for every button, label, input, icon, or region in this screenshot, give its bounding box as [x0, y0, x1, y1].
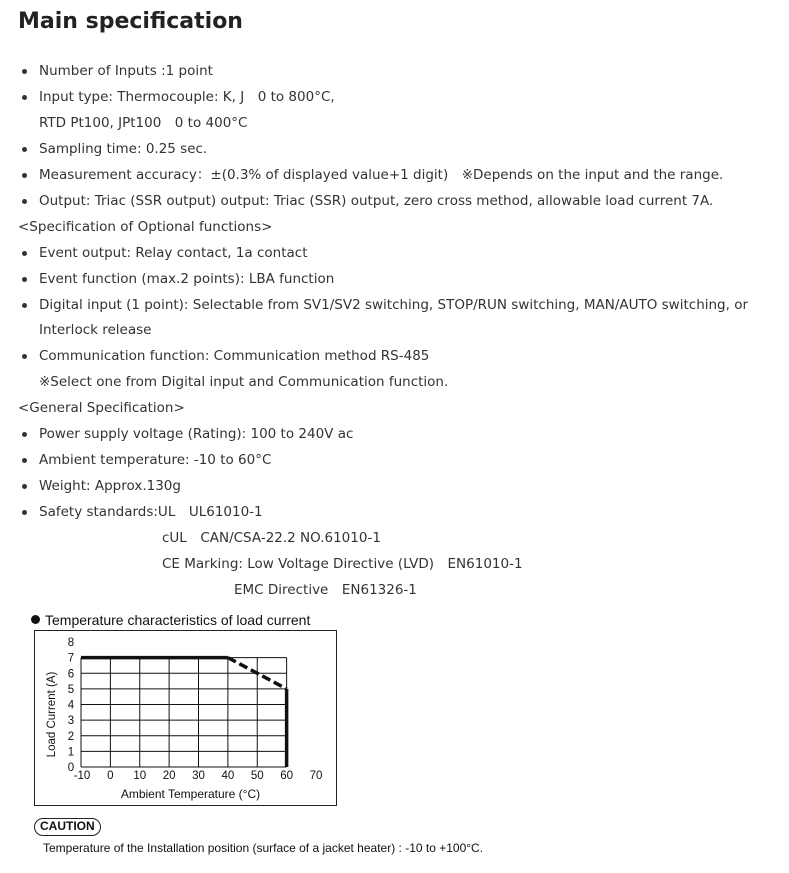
x-tick-label: 20 [162, 770, 176, 782]
spec-communication-note: ※Select one from Digital input and Communication function. [39, 374, 449, 390]
x-tick-label: 10 [133, 770, 147, 782]
spec-power-supply-voltage: Power supply voltage (Rating): 100 to 240V ac [39, 426, 354, 442]
spec-digital-input-continued: Interlock release [39, 322, 152, 338]
spec-safety-standards-emc: EMC Directive EN61326-1 [234, 582, 417, 598]
y-tick-label: 0 [67, 762, 75, 774]
spec-safety-standards-cul: cUL CAN/CSA-22.2 NO.61010-1 [162, 530, 381, 546]
bullet-dot [22, 510, 27, 515]
spec-safety-standards-ce: CE Marking: Low Voltage Directive (LVD) EN61010-1 [162, 556, 523, 572]
bullet-dot [22, 277, 27, 282]
y-axis-label: Load Current (A) [46, 671, 58, 758]
y-tick-label: 3 [67, 715, 75, 728]
x-tick-label: 50 [250, 770, 264, 782]
y-tick-label: 5 [67, 683, 75, 696]
page-title: Main specification [18, 9, 243, 34]
y-tick-label: 1 [67, 746, 75, 759]
spec-safety-standards-ul: Safety standards:UL UL61010-1 [39, 504, 263, 520]
bullet-dot [31, 615, 40, 624]
spec-sampling-time: Sampling time: 0.25 sec. [39, 141, 208, 157]
x-tick-label: 0 [107, 770, 114, 782]
caution-badge: CAUTION [34, 818, 101, 836]
bullet-dot [22, 303, 27, 308]
spec-number-of-inputs: Number of Inputs :1 point [39, 63, 213, 79]
x-tick-label: 40 [221, 770, 235, 782]
x-tick-label: 60 [280, 770, 294, 782]
y-tick-label: 7 [67, 652, 75, 665]
spec-event-output: Event output: Relay contact, 1a contact [39, 245, 308, 261]
spec-event-function: Event function (max.2 points): LBA function [39, 271, 335, 287]
x-axis-label: Ambient Temperature (°C) [120, 787, 261, 801]
spec-digital-input: Digital input (1 point): Selectable from SV1/SV2 switching, STOP/RUN switching, MAN/AUTO switching, or [39, 297, 749, 313]
chart-title-text: Temperature characteristics of load current [45, 612, 311, 628]
section-heading-general-specification: <General Specification> [18, 400, 185, 416]
y-tick-label: 8 [67, 637, 75, 649]
bullet-dot [22, 251, 27, 256]
chart-svg [35, 631, 335, 804]
spec-weight: Weight: Approx.130g [39, 478, 181, 494]
x-tick-label: 70 [309, 770, 323, 782]
bullet-dot [22, 354, 27, 359]
bullet-dot [22, 458, 27, 463]
bullet-dot [22, 69, 27, 74]
bullet-dot [22, 173, 27, 178]
load-current-chart [34, 630, 337, 806]
spec-measurement-accuracy: Measurement accuracy：±(0.3% of displayed value+1 digit) ※Depends on the input and the range. [39, 167, 724, 183]
bullet-dot [22, 484, 27, 489]
spec-input-type-rtd: RTD Pt100, JPt100 0 to 400°C [39, 115, 248, 131]
spec-input-type: Input type: Thermocouple: K, J 0 to 800°C, [39, 89, 335, 105]
bullet-dot [22, 432, 27, 437]
chart-title [31, 612, 310, 628]
x-tick-label: -10 [73, 770, 91, 782]
bullet-dot [22, 147, 27, 152]
spec-communication-function: Communication function: Communication method RS-485 [39, 348, 430, 364]
spec-output: Output: Triac (SSR output) output: Triac (SSR) output, zero cross method, allowable load current 7A. [39, 193, 714, 209]
bullet-dot [22, 95, 27, 100]
section-heading-optional-functions: <Specification of Optional functions> [18, 219, 273, 235]
y-tick-label: 6 [67, 668, 75, 681]
y-tick-label: 4 [67, 699, 75, 712]
bullet-dot [22, 199, 27, 204]
caution-text: Temperature of the Installation position (surface of a jacket heater) : -10 to +100°C. [43, 841, 484, 855]
spec-ambient-temperature: Ambient temperature: -10 to 60°C [39, 452, 272, 468]
y-tick-label: 2 [67, 730, 75, 743]
x-tick-label: 30 [192, 770, 205, 782]
